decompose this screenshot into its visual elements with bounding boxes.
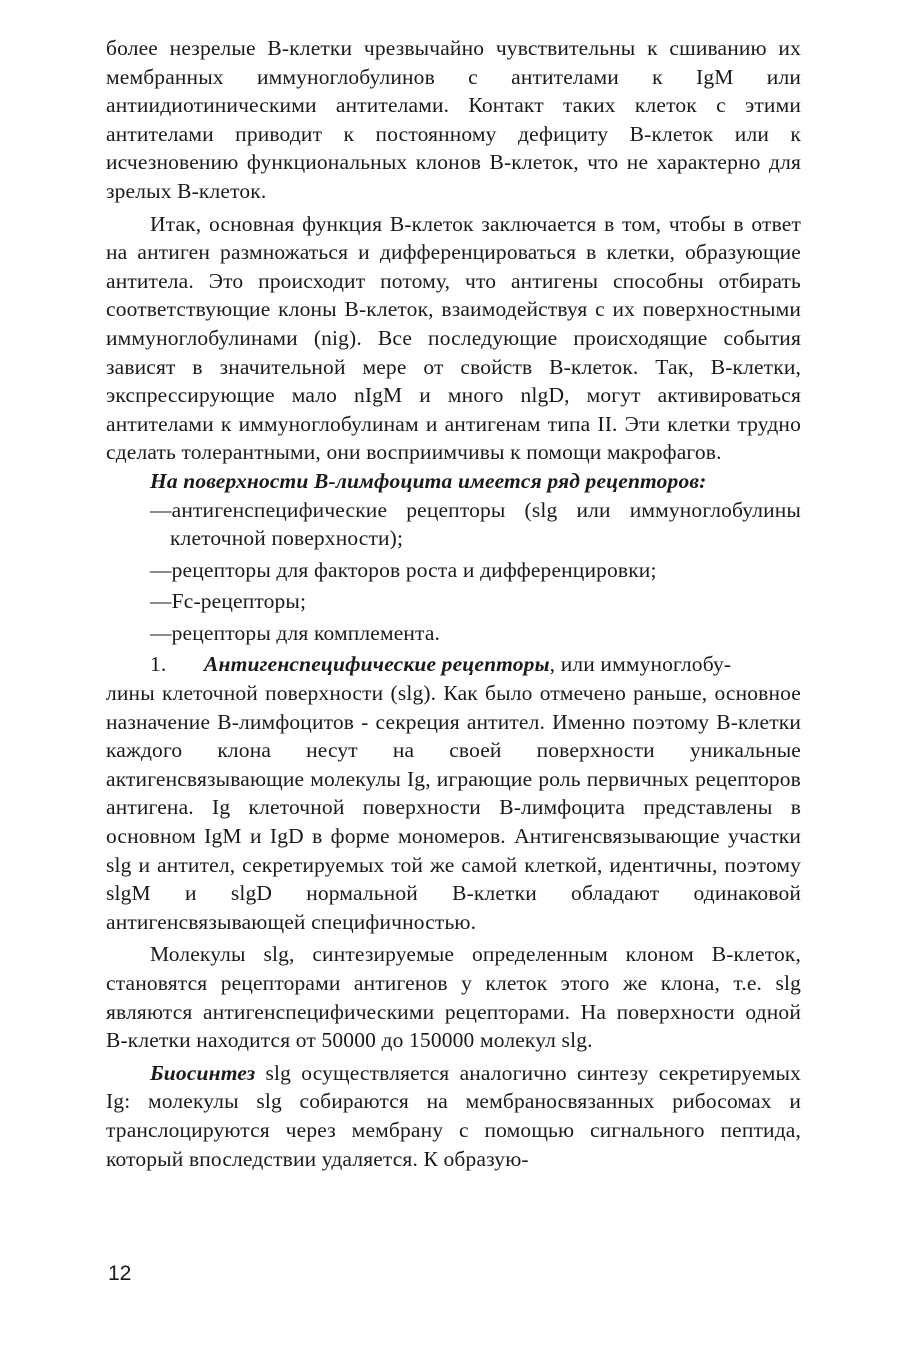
list-item-text: Fc-рецепторы; bbox=[171, 589, 307, 614]
paragraph-antigen-receptors: лины клеточной поверхности (slg). Как было отмечено раньше, основное назначение В-лимфоцитов - секреция антител. Именно поэтому В-клетки каждого клона несут на своей поверхности уникальные актигенсвязывающие молекулы Ig, играющие роль первичных рецепторов антигена. Ig клеточной поверхности В-лимфоцита представлены в основном IgM и IgD в форме мономеров. Антигенсвязывающие участки slg и антител, секретируемых той же самой клеткой, идентичны, поэтому slgM и slgD нормальной В-клетки обладают одинаковой антигенсвязывающей специфичностью. bbox=[106, 681, 801, 934]
list-item bbox=[106, 556, 801, 585]
receptors-heading bbox=[106, 467, 801, 496]
list-item bbox=[106, 496, 801, 553]
list-item bbox=[106, 587, 801, 616]
list-item bbox=[106, 619, 801, 648]
paragraph-biosynthesis bbox=[106, 1059, 801, 1173]
list-dash: — bbox=[150, 620, 172, 645]
biosynthesis-text: slg осуществляется аналогично синтезу секретируемых Ig: молекулы slg собираются на мембраносвязанных рибосомах и транслоцируются через мембрану с помощью сигнального пептида, который впоследствии удаляется. К образую- bbox=[106, 1060, 801, 1171]
paragraph-immature-b-cells: более незрелые В-клетки чрезвычайно чувствительны к сшиванию их мембранных иммуноглобулинов с антителами к IgM или антиидиотиническими антителами. Контакт таких клеток с этими антителами приводит к постоянному дефициту В-клеток или к исчезновению функциональных клонов В-клеток, что не характерно для зрелых В-клеток. bbox=[106, 36, 801, 203]
receptor-list bbox=[106, 496, 801, 648]
list-dash: — bbox=[150, 497, 172, 522]
section-title-tail: , или иммуноглобу- bbox=[549, 652, 732, 677]
list-item-text: рецепторы для комплемента. bbox=[171, 620, 441, 645]
receptors-heading-text: На поверхности В-лимфоцита имеется ряд рецепторов: bbox=[150, 468, 707, 493]
list-item-text: антигенспецифические рецепторы (slg или иммуноглобулины клеточной поверхности); bbox=[170, 497, 801, 551]
section-title: Антигенспецифические рецепторы bbox=[204, 652, 550, 677]
list-dash: — bbox=[150, 589, 172, 614]
page-number: 12 bbox=[108, 1262, 132, 1285]
paragraph-b-cell-function: Итак, основная функция В-клеток заключается в том, чтобы в ответ на антиген размножаться и дифференцироваться в клетки, образующие антитела. Это происходит потому, что антигены способны отбирать соответствующие клоны В-клеток, взаимодействуя с их поверхностными иммуноглобулинами (nig). Все последующие происходящие события зависят в значительной мере от свойств В-клеток. Так, В-клетки, экспрессирующие мало nIgM и много nlgD, могут активироваться антителами к иммуноглобулинам и антигенам типа II. Эти клетки трудно сделать толерантными, они восприимчивы к помощи макрофагов. bbox=[106, 211, 801, 465]
list-item-text: рецепторы для факторов роста и дифференцировки; bbox=[171, 557, 657, 582]
section-1-heading bbox=[106, 650, 801, 679]
list-dash: — bbox=[150, 557, 172, 582]
paragraph-slg-molecules: Молекулы slg, синтезируемые определенным клоном В-клеток, становятся рецепторами антигенов у клеток этого же клона, т.е. slg являются антигенспецифическими рецепторами. На поверхности одной В-клетки находится от 50000 до 150000 молекул slg. bbox=[106, 942, 801, 1053]
section-number: 1. bbox=[150, 652, 167, 677]
body-text bbox=[106, 34, 801, 1173]
biosynthesis-term: Биосинтез bbox=[150, 1060, 256, 1085]
